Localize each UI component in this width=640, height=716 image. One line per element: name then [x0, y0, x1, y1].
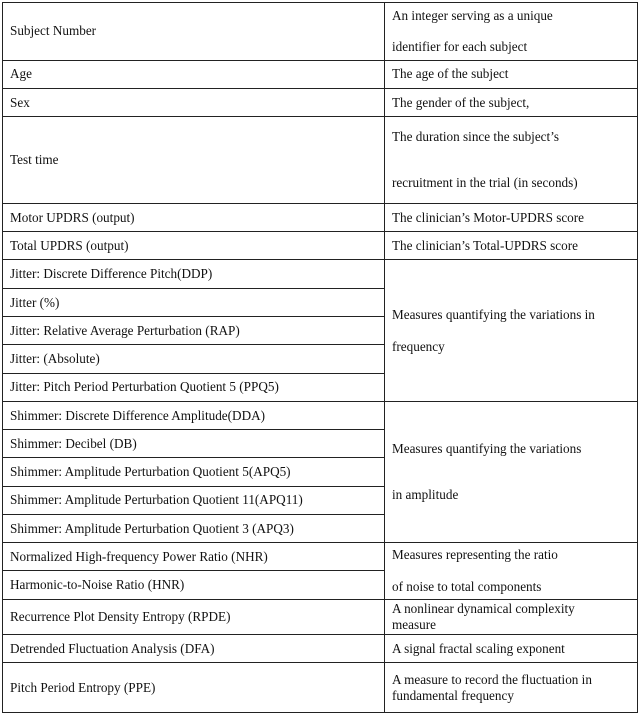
feature-name-cell: [3, 543, 385, 571]
description-lines: [392, 441, 637, 502]
description-lines: [392, 129, 637, 190]
feature-name-label: Jitter (%): [10, 294, 60, 310]
description-lines: [392, 210, 637, 226]
table-row: [3, 88, 638, 116]
description-lines: [392, 8, 637, 55]
description-lines: [392, 95, 637, 111]
description-line: frequency: [392, 338, 445, 354]
feature-name-cell: [3, 345, 385, 373]
table-row: [3, 203, 638, 231]
feature-name-label: Shimmer: Discrete Difference Amplitude(DDA): [10, 407, 266, 423]
description-lines: [392, 672, 637, 704]
table-row: [3, 663, 638, 713]
feature-name-cell: [3, 401, 385, 429]
feature-name-label: Shimmer: Amplitude Perturbation Quotient 3 (APQ3): [10, 520, 294, 536]
description-line: The clinician’s Motor-UPDRS score: [392, 209, 585, 225]
feature-name-label: Normalized High-frequency Power Ratio (NHR): [10, 548, 268, 564]
feature-name-cell: [3, 288, 385, 316]
description-line: An integer serving as a unique: [392, 7, 553, 23]
description-lines: [392, 307, 637, 354]
description-line: recruitment in the trial (in seconds): [392, 175, 578, 191]
feature-name-label: Recurrence Plot Density Entropy (RPDE): [10, 609, 231, 625]
description-lines: [392, 547, 637, 594]
description-line: Measures representing the ratio: [392, 547, 558, 563]
table-row: [3, 260, 638, 288]
description-line: The gender of the subject,: [392, 94, 530, 110]
feature-description-cell: [385, 260, 638, 401]
feature-description-table: [2, 2, 638, 713]
feature-name-cell: [3, 373, 385, 401]
feature-name-label: Test time: [10, 152, 59, 168]
feature-name-label: Subject Number: [10, 23, 97, 39]
feature-name-label: Harmonic-to-Noise Ratio (HNR): [10, 577, 185, 593]
feature-name-cell: [3, 663, 385, 713]
feature-description-cell: [385, 3, 638, 61]
feature-name-cell: [3, 88, 385, 116]
feature-description-cell: [385, 60, 638, 88]
description-line: The age of the subject: [392, 66, 509, 82]
description-line: The clinician’s Total-UPDRS score: [392, 238, 578, 254]
feature-name-cell: [3, 599, 385, 634]
description-line: identifier for each subject: [392, 39, 528, 55]
feature-description-cell: [385, 635, 638, 663]
description-line: of noise to total components: [392, 578, 542, 594]
feature-name-label: Pitch Period Entropy (PPE): [10, 679, 156, 695]
description-line: Measures quantifying the variations in: [392, 307, 595, 323]
feature-name-cell: [3, 514, 385, 542]
feature-description-cell: [385, 663, 638, 713]
table-row: [3, 3, 638, 61]
description-line: in amplitude: [392, 486, 459, 502]
feature-description-cell: [385, 232, 638, 260]
feature-description-cell: [385, 599, 638, 634]
feature-name-cell: [3, 60, 385, 88]
feature-name-cell: [3, 260, 385, 288]
table-row: [3, 117, 638, 204]
feature-name-cell: [3, 458, 385, 486]
description-line: fundamental frequency: [392, 688, 514, 704]
feature-name-label: Shimmer: Amplitude Perturbation Quotient 5(APQ5): [10, 464, 291, 480]
feature-description-cell: [385, 117, 638, 204]
feature-name-label: Jitter: Relative Average Perturbation (RAP): [10, 322, 240, 338]
feature-name-cell: [3, 430, 385, 458]
feature-name-cell: [3, 317, 385, 345]
feature-name-label: Total UPDRS (output): [10, 238, 129, 254]
feature-name-label: Jitter: (Absolute): [10, 351, 100, 367]
feature-name-cell: [3, 486, 385, 514]
feature-description-cell: [385, 203, 638, 231]
feature-name-cell: [3, 117, 385, 204]
feature-name-cell: [3, 232, 385, 260]
feature-name-label: Sex: [10, 94, 30, 110]
feature-description-cell: [385, 88, 638, 116]
table-body: [3, 3, 638, 713]
feature-name-cell: [3, 3, 385, 61]
description-line: The duration since the subject’s: [392, 129, 559, 145]
feature-name-cell: [3, 203, 385, 231]
feature-name-cell: [3, 635, 385, 663]
table-row: [3, 599, 638, 634]
description-line: A nonlinear dynamical complexity: [392, 600, 575, 616]
description-lines: [392, 66, 637, 82]
feature-name-label: Detrended Fluctuation Analysis (DFA): [10, 640, 215, 656]
feature-name-cell: [3, 571, 385, 599]
description-line: A measure to record the fluctuation in: [392, 671, 592, 687]
feature-name-label: Jitter: Discrete Difference Pitch(DDP): [10, 266, 213, 282]
description-line: Measures quantifying the variations: [392, 441, 582, 457]
table-row: [3, 232, 638, 260]
description-line: A signal fractal scaling exponent: [392, 640, 565, 656]
description-lines: [392, 238, 637, 254]
feature-description-table-container: [2, 2, 637, 713]
table-row: [3, 60, 638, 88]
feature-description-cell: [385, 543, 638, 600]
table-row: [3, 635, 638, 663]
feature-name-label: Shimmer: Decibel (DB): [10, 435, 137, 451]
description-lines: [392, 641, 637, 657]
description-line: measure: [392, 617, 436, 633]
feature-name-label: Jitter: Pitch Period Perturbation Quotient 5 (PPQ5): [10, 379, 279, 395]
feature-name-label: Age: [10, 66, 32, 82]
description-lines: [392, 601, 637, 633]
table-row: [3, 401, 638, 429]
feature-name-label: Shimmer: Amplitude Perturbation Quotient 11(APQ11): [10, 492, 303, 508]
feature-description-cell: [385, 401, 638, 542]
table-row: [3, 543, 638, 571]
feature-name-label: Motor UPDRS (output): [10, 209, 135, 225]
